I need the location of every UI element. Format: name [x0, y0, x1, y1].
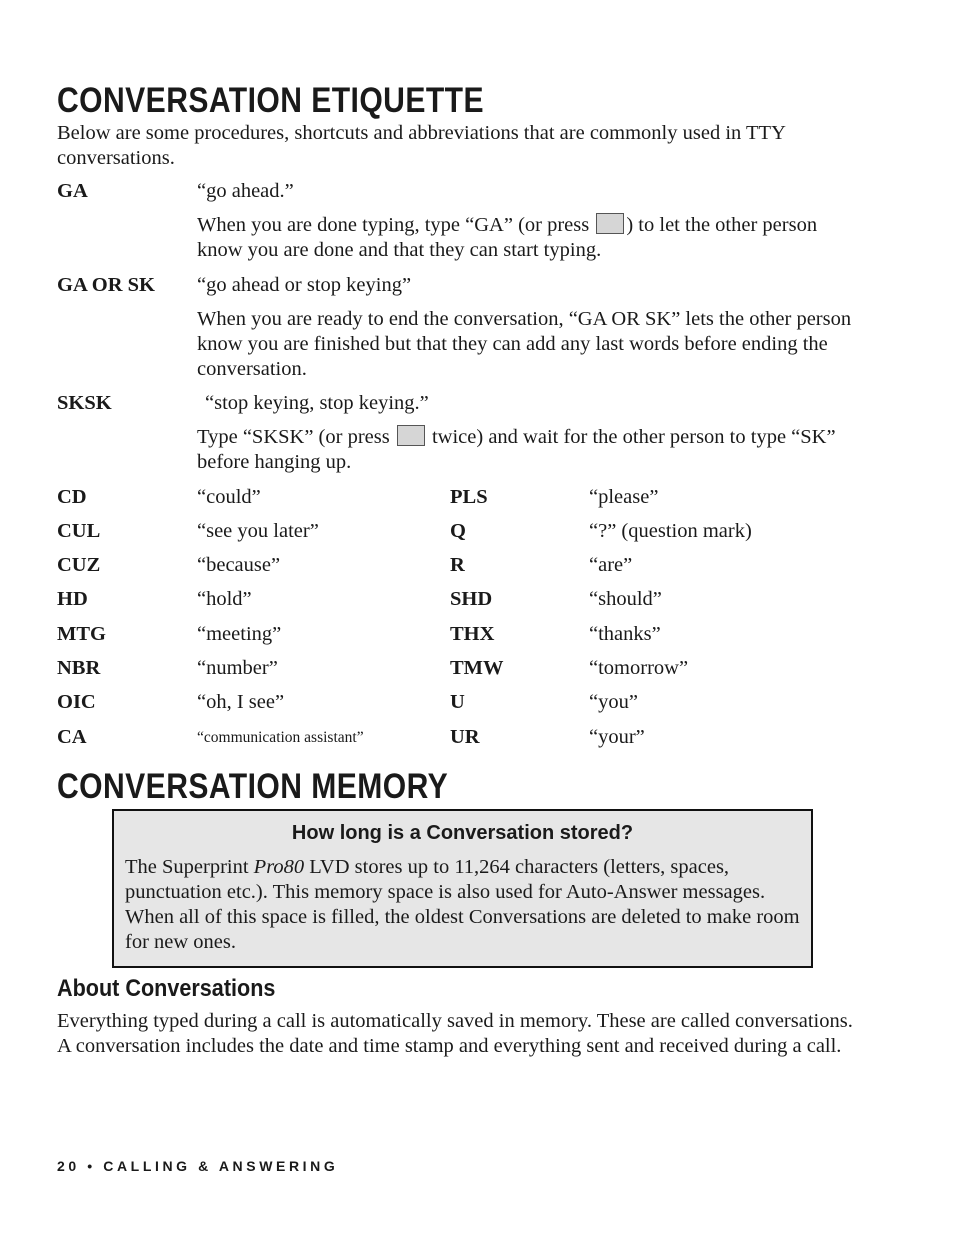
etiquette-heading: CONVERSATION ETIQUETTE: [57, 81, 484, 120]
abbr-term: CD: [57, 486, 87, 508]
memory-heading: CONVERSATION MEMORY: [57, 767, 449, 806]
description-ga: [197, 213, 862, 263]
abbr-meaning: “communication assistant”: [197, 729, 364, 746]
meaning-ga-or-sk: “go ahead or stop keying”: [197, 274, 412, 296]
abbreviation-row: [0, 587, 954, 617]
page-footer: 20 • CALLING & ANSWERING: [57, 1158, 339, 1174]
abbr-meaning: “because”: [197, 554, 281, 576]
description-sksk-part2: twice) and wait for the other person to type “SK” before hanging up.: [197, 426, 836, 473]
term-sksk: SKSK: [57, 392, 112, 414]
abbr-meaning: “you”: [589, 691, 638, 713]
abbr-meaning: “number”: [197, 657, 278, 679]
abbreviation-row: [0, 519, 954, 549]
memory-info-box-title: How long is a Conversation stored?: [291, 822, 634, 844]
abbr-meaning: “oh, I see”: [197, 691, 285, 713]
abbr-term: R: [450, 554, 465, 576]
term-ga: GA: [57, 180, 88, 202]
memory-body-part1: The Superprint: [125, 856, 254, 878]
abbr-term: HD: [57, 588, 88, 610]
description-sksk-part1: Type “SKSK” (or press: [197, 426, 395, 448]
abbr-term: CUZ: [57, 554, 101, 576]
abbr-meaning: “please”: [589, 486, 659, 508]
abbr-meaning: “tomorrow”: [589, 657, 689, 679]
abbr-term: Q: [450, 520, 466, 542]
description-ga-part1: When you are done typing, type “GA” (or press: [197, 214, 595, 236]
abbr-term: TMW: [450, 657, 504, 679]
meaning-ga: “go ahead.”: [197, 180, 294, 202]
abbreviation-row: [0, 725, 954, 755]
abbreviation-row: [0, 485, 954, 515]
meaning-sksk: “stop keying, stop keying.”: [205, 392, 429, 414]
abbreviation-row: [0, 553, 954, 583]
abbr-term: U: [450, 691, 465, 713]
abbr-meaning: “are”: [589, 554, 633, 576]
abbr-meaning: “meeting”: [197, 623, 282, 645]
about-conversations-heading: About Conversations: [57, 975, 276, 1002]
term-ga-or-sk: GA OR SK: [57, 274, 155, 296]
abbr-term: UR: [450, 726, 480, 748]
abbr-meaning: “your”: [589, 726, 645, 748]
sk-key-icon: [397, 425, 425, 446]
memory-info-box: [112, 809, 813, 968]
ga-key-icon: [596, 213, 624, 234]
abbr-term: CUL: [57, 520, 101, 542]
abbr-meaning: “should”: [589, 588, 662, 610]
model-name: Pro80: [253, 856, 305, 878]
about-conversations-body: Everything typed during a call is automatically saved in memory. These are called conversations. A conversation includes the date and time stamp and everything sent and received during a call.: [57, 1010, 853, 1057]
etiquette-intro: Below are some procedures, shortcuts and abbreviations that are commonly used in TTY conversations.: [57, 122, 786, 169]
abbr-meaning: “could”: [197, 486, 261, 508]
abbr-term: THX: [450, 623, 495, 645]
abbr-term: SHD: [450, 588, 493, 610]
abbreviation-row: [0, 622, 954, 652]
abbreviation-row: [0, 656, 954, 686]
abbreviation-row: [0, 690, 954, 720]
abbr-term: PLS: [450, 486, 488, 508]
memory-info-box-body: [125, 855, 800, 955]
memory-body-part2: LVD stores up to 11,264 characters (letters, spaces, punctuation etc.). This memory space is also used for Auto-Answer messages. When all of this space is filled, the oldest Conversations are deleted to make room for new ones.: [125, 856, 800, 953]
description-ga-part2: ) to let the other person know you are done and that they can start typing.: [197, 214, 818, 261]
abbr-term: OIC: [57, 691, 96, 713]
abbr-term: MTG: [57, 623, 106, 645]
abbr-meaning: “see you later”: [197, 520, 319, 542]
abbr-meaning: “thanks”: [589, 623, 661, 645]
abbr-meaning: “hold”: [197, 588, 252, 610]
description-ga-or-sk: When you are ready to end the conversation, “GA OR SK” lets the other person know you are finished but that they can add any last words before ending the conversation.: [197, 308, 852, 380]
abbr-term: NBR: [57, 657, 101, 679]
abbr-meaning: “?” (question mark): [589, 520, 752, 542]
abbr-term: CA: [57, 726, 87, 748]
description-sksk: [197, 425, 862, 475]
